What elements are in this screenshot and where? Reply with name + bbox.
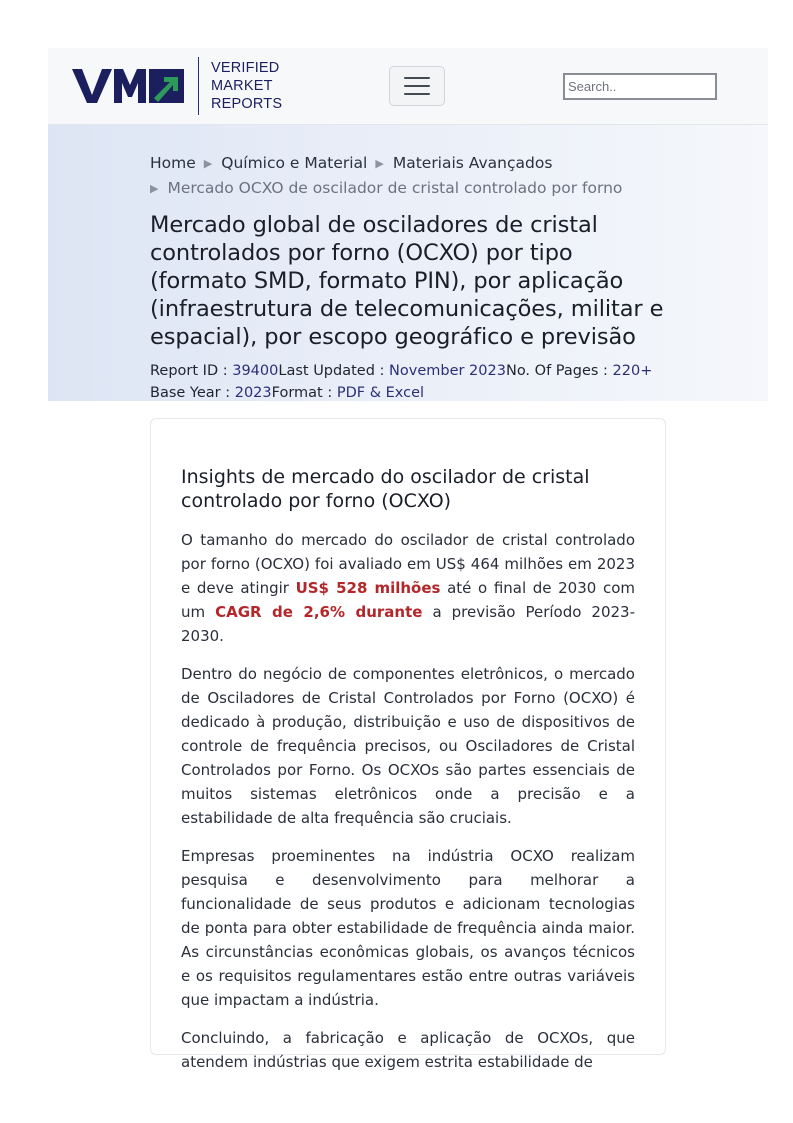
logo[interactable] xyxy=(72,56,282,116)
text-run: O tamanho do mercado do oscilador de cristal controlado por forno (OCXO) foi avaliado em US$ 464 milhões em 2023 e deve atingir xyxy=(181,531,635,597)
base-year-value: 2023 xyxy=(234,385,272,401)
hamburger-icon-bar xyxy=(404,85,430,87)
hamburger-icon-bar xyxy=(404,77,430,79)
paragraph-market-size xyxy=(181,528,635,648)
hamburger-icon-bar xyxy=(404,93,430,95)
insights-heading: Insights de mercado do oscilador de cristal controlado por forno (OCXO) xyxy=(181,466,590,512)
breadcrumb-current: Mercado OCXO de oscilador de cristal controlado por forno xyxy=(167,179,623,197)
logo-wordmark xyxy=(211,59,282,113)
logo-divider xyxy=(198,57,199,115)
breadcrumb-advanced-materials[interactable]: Materiais Avançados xyxy=(392,154,553,172)
pages-value: 220+ xyxy=(612,363,653,379)
breadcrumb-home[interactable]: Home xyxy=(150,154,196,172)
hamburger-menu-button[interactable] xyxy=(389,66,445,106)
page xyxy=(48,48,768,1071)
market-insights-card xyxy=(150,418,666,1071)
base-year-label: Base Year : xyxy=(150,385,235,401)
text-run: até o final de 2030 com um xyxy=(181,579,635,621)
chevron-right-icon: ▶ xyxy=(203,157,213,170)
breadcrumb-chemical-material[interactable]: Químico e Material xyxy=(221,154,368,172)
paragraph-definition: Dentro do negócio de componentes eletrônicos, o mercado de Osciladores de Cristal Controlados por Forno (OCXO) é dedicado à produção, distribuição e uso de dispositivos de controle de frequência precisos, ou Osciladores de Cristal Controlados por Forno. Os OCXOs são partes essenciais de muitos sistemas eletrônicos onde a precisão e a estabilidade de alta frequência são cruciais. xyxy=(181,665,635,827)
last-updated-label: Last Updated : xyxy=(278,363,390,379)
chevron-right-icon: ▶ xyxy=(150,182,159,195)
logo-line: REPORTS xyxy=(211,96,283,112)
pages-label: No. Of Pages : xyxy=(505,363,613,379)
search-input[interactable] xyxy=(563,73,717,100)
text-run: a previsão Período 2023-2030. xyxy=(181,603,635,645)
last-updated-value: November 2023 xyxy=(389,363,506,379)
paragraph-conclusion: Concluindo, a fabricação e aplicação de OCXOs, que atendem indústrias que exigem estrita estabilidade de xyxy=(181,1029,635,1071)
logo-line: VERIFIED xyxy=(211,60,280,76)
highlight-market-value: US$ 528 milhões xyxy=(295,579,441,597)
report-id-label: Report ID : xyxy=(150,363,233,379)
site-header xyxy=(48,48,768,125)
vmr-logo-mark xyxy=(72,67,184,105)
page-title: Mercado global de osciladores de cristal controlados por forno (OCXO) por tipo (formato SMD, formato PIN), por aplicação (infraestrutura de telecomunicações, militar e espacial), por escopo geográfico e previsão xyxy=(150,212,664,350)
highlight-cagr: CAGR de 2,6% durante xyxy=(215,603,423,621)
breadcrumb xyxy=(150,151,670,201)
paragraph-industry: Empresas proeminentes na indústria OCXO realizam pesquisa e desenvolvimento para melhorar a funcionalidade de seus produtos e adicionam tecnologias de ponta para obter estabilidade de frequência ainda maior. As circunstâncias econômicas globais, os avanços técnicos e os requisitos regulamentares estão entre outras variáveis que impactam a indústria. xyxy=(181,847,635,1009)
chevron-right-icon: ▶ xyxy=(375,157,384,170)
logo-line: MARKET xyxy=(211,78,273,94)
format-value: PDF & Excel xyxy=(336,385,425,401)
report-id-value: 39400 xyxy=(232,363,279,379)
report-hero xyxy=(48,125,768,401)
report-meta xyxy=(150,360,670,404)
format-label: Format : xyxy=(271,385,337,401)
